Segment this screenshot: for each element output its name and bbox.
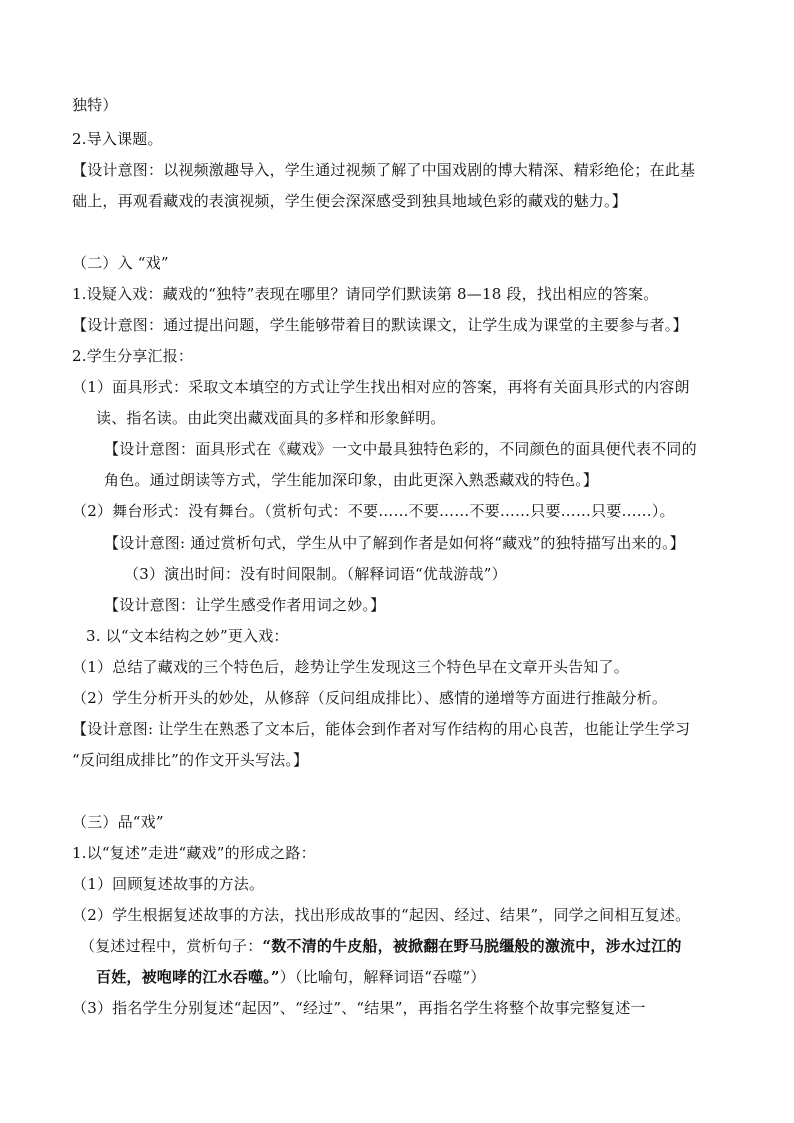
design-intent-line: 【设计意图: 通过赏析句式，学生从中了解到作者是如何将“藏戏”的独特描写出来的。】 [104,534,685,552]
design-intent-line: 础上，再观看藏戏的表演视频，学生便会深深感受到独具地域色彩的藏戏的魅力。】 [72,192,627,210]
text-line: （1）回顾复述故事的方法。 [72,875,265,893]
text-line: 2.导入课题。 [72,130,163,148]
text-line: （2）舞台形式：没有舞台。（赏析句式：不要……不要……不要……只要……只要……）。 [72,502,675,520]
section-heading: （二）入 “戏” [72,254,169,272]
text-line: 独特） [72,96,118,114]
design-intent-line: 【设计意图：以视频激趣导入，学生通过视频了解了中国戏剧的博大精深、精彩绝伦；在此基 [72,161,696,179]
text-line: （3）指名学生分别复述“起因”、“经过”、“结果”，再指名学生将整个故事完整复述一 [72,999,646,1017]
text-line: 1.以“复述”走进“藏戏”的形成之路： [72,844,316,862]
quoted-sentence: 百姓，被咆哮的江水吞噬。” [96,968,280,986]
section-heading: （三）品“戏” [72,813,164,831]
text-segment: ）（比喻句，解释词语“吞噬”） [279,968,486,986]
text-line: 3. 以“文本结构之妙”更入戏： [86,627,289,645]
design-intent-line: 【设计意图：面具形式在《藏戏》一文中最具独特色彩的，不同颜色的面具便代表不同的 [104,440,697,458]
design-intent-line: 角色。通过朗读等方式，学生能加深印象，由此更深入熟悉藏戏的特色。】 [104,471,599,489]
design-intent-line: 【设计意图: 让学生在熟悉了文本后，能体会到作者对写作结构的用心良苦，也能让学生学习 [72,720,691,738]
text-line: （1）面具形式：采取文本填空的方式让学生找出相对应的答案，再将有关面具形式的内容朗 [72,378,690,396]
text-line [96,967,486,987]
design-intent-line: “反问组成排比”的作文开头写法。】 [72,751,309,769]
text-line: 2.学生分享汇报： [72,347,194,365]
design-intent-line: 【设计意图：让学生感受作者用词之妙。】 [104,596,386,614]
text-line: （1）总结了藏戏的三个特色后，趁势让学生发现这三个特色早在文章开头告知了。 [72,658,629,676]
design-intent-line: 【设计意图：通过提出问题，学生能够带着目的默读课文，让学生成为课堂的主要参与者。】 [72,316,688,334]
quoted-sentence: “数不清的牛皮船，被掀翻在野马脱缰般的激流中，涉水过江的 [262,937,682,955]
text-line: （2）学生根据复述故事的方法，找出形成故事的“起因、经过、结果”，同学之间相互复述。 [72,906,691,924]
text-line: 1.设疑入戏：藏戏的“独特”表现在哪里？请同学们默读第 8—18 段，找出相应的答案。 [72,285,659,303]
text-line: （2）学生分析开头的妙处，从修辞（反问组成排比）、感情的递增等方面进行推敲分析。 [72,689,668,707]
text-line: （3）演出时间：没有时间限制。（解释词语“优哉游哉”） [124,565,507,583]
text-line: 读、指名读。由此突出藏戏面具的多样和形象鲜明。 [96,409,446,427]
text-segment: （复述过程中，赏析句子： [80,937,263,955]
text-line [80,936,682,956]
